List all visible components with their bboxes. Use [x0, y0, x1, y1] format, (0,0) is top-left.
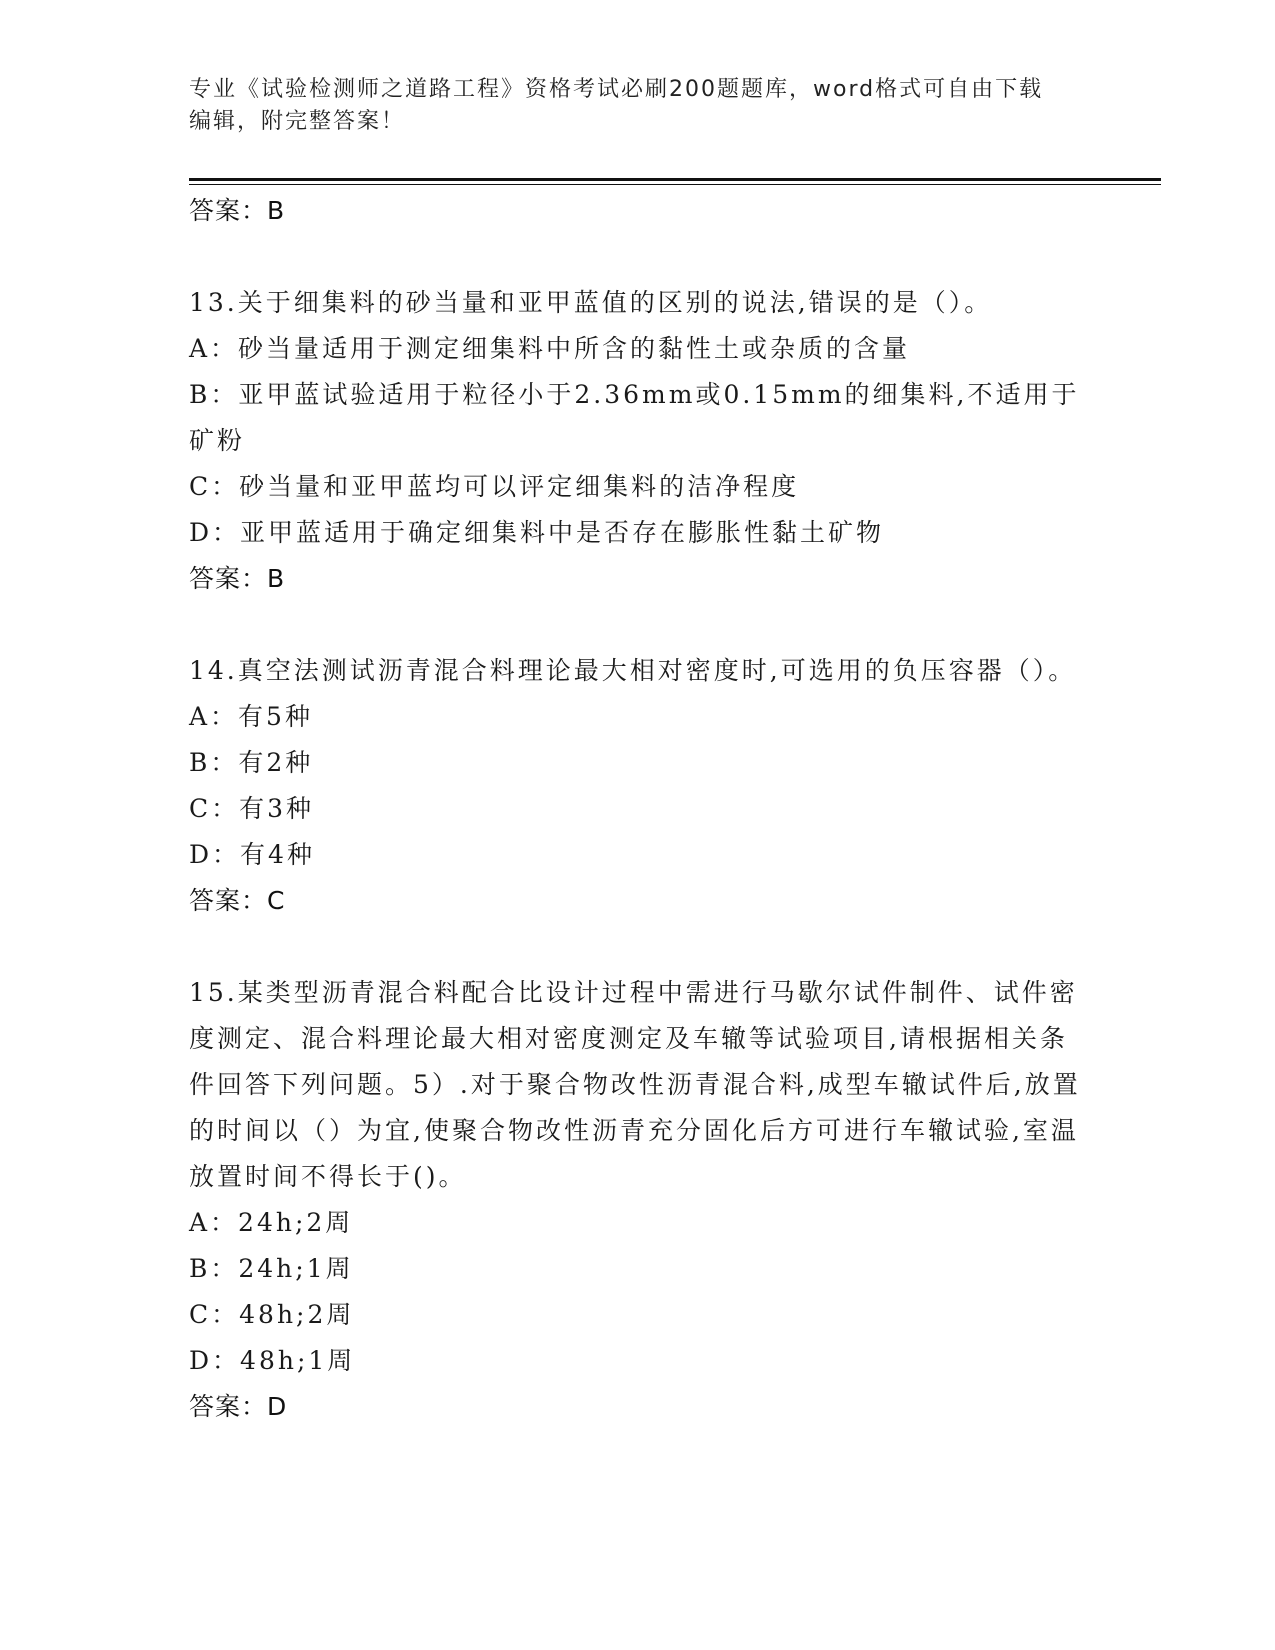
document-body: [189, 188, 1089, 1430]
spacer: [189, 602, 1089, 648]
header-divider-thick: [189, 178, 1161, 181]
question-stem: 15.某类型沥青混合料配合比设计过程中需进行马歇尔试件制件、试件密度测定、混合料理论最大相对密度测定及车辙等试验项目,请根据相关条件回答下列问题。5）.对于聚合物改性沥青混合料,成型车辙试件后,放置的时间以（）为宜,使聚合物改性沥青充分固化后方可进行车辙试验,室温放置时间不得长于()。: [189, 978, 1081, 1191]
answer: 答案：C: [189, 886, 286, 915]
option-b: B：24h;1周: [189, 1254, 354, 1283]
question-13: [189, 280, 1089, 602]
option-b: B：有2种: [189, 748, 314, 777]
option-c: C：有3种: [189, 794, 315, 823]
option-c: C：48h;2周: [189, 1300, 355, 1329]
option-d: D：48h;1周: [189, 1346, 356, 1375]
option-a: A：有5种: [189, 702, 313, 731]
answer: 答案：B: [189, 564, 286, 593]
question-14: [189, 648, 1089, 924]
option-c: C：砂当量和亚甲蓝均可以评定细集料的洁净程度: [189, 472, 800, 501]
spacer: [189, 924, 1089, 970]
page-header: [189, 74, 1079, 138]
header-divider-thin: [189, 184, 1161, 185]
header-line-2: 编辑，附完整答案！: [189, 109, 406, 134]
answer: 答案：D: [189, 1392, 288, 1421]
previous-answer: 答案：B: [189, 196, 286, 225]
option-a: A：砂当量适用于测定细集料中所含的黏性土或杂质的含量: [189, 334, 911, 363]
header-line-1: 专业《试验检测师之道路工程》资格考试必刷200题题库，word格式可自由下载: [189, 77, 1044, 102]
question-stem: 13.关于细集料的砂当量和亚甲蓝值的区别的说法,错误的是（）。: [189, 288, 993, 317]
option-b: B：亚甲蓝试验适用于粒径小于2.36mm或0.15mm的细集料,不适用于矿粉: [189, 380, 1080, 455]
question-15: [189, 970, 1089, 1430]
spacer: [189, 234, 1089, 280]
option-a: A：24h;2周: [189, 1208, 354, 1237]
option-d: D：有4种: [189, 840, 315, 869]
option-d: D：亚甲蓝适用于确定细集料中是否存在膨胀性黏土矿物: [189, 518, 885, 547]
question-stem: 14.真空法测试沥青混合料理论最大相对密度时,可选用的负压容器（）。: [189, 656, 1077, 685]
